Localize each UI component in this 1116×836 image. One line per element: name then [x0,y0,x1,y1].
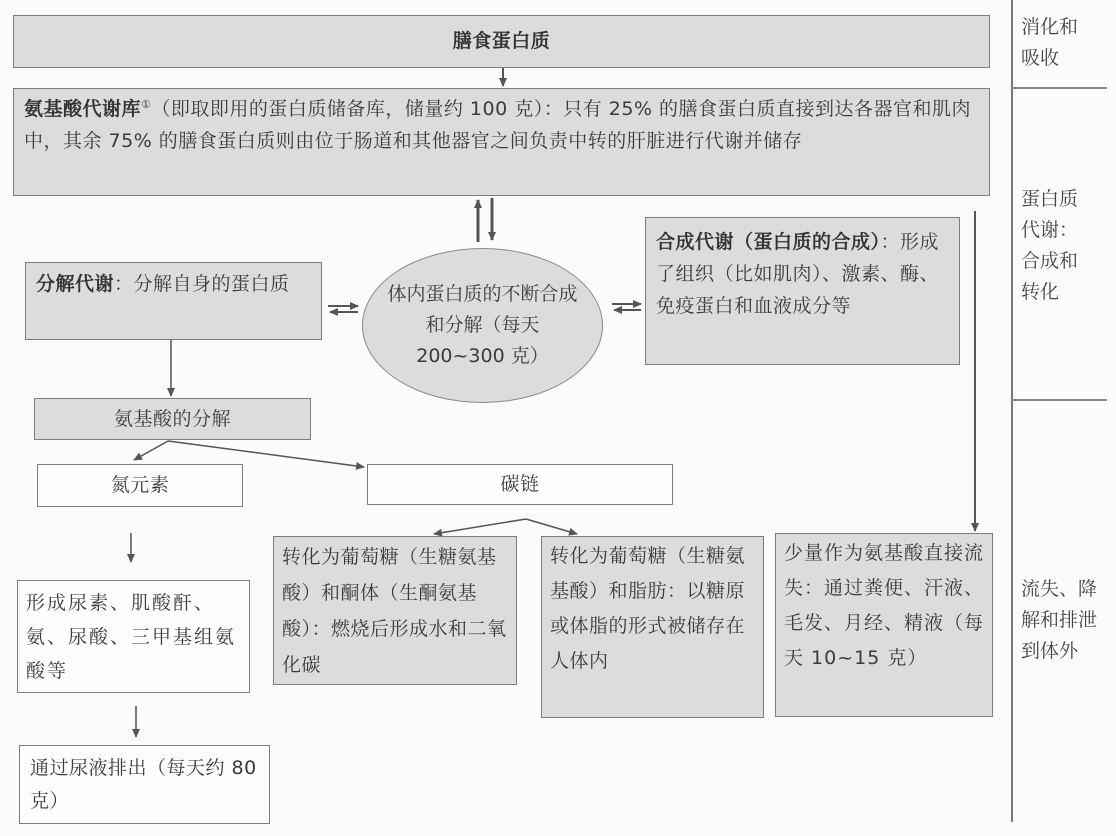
arrow-carbon-to-glucose-ketone [434,519,526,534]
anabolism-box [645,217,960,365]
sidebar-divider-vertical [1011,0,1013,822]
glucose-fat-text: 转化为葡萄糖（生糖氨基酸）和脂肪：以糖原或体脂的形式被储存在人体内 [550,545,746,672]
nitrogen-products-box [17,580,250,693]
anabolism-text: ：形成了组织（比如肌肉）、激素、酶、免疫蛋白和血液成分等 [656,231,940,317]
amino-acid-pool-box [13,88,990,196]
nitrogen-label: 氮元素 [110,474,170,496]
catabolism-text: ：分解自身的蛋白质 [114,273,290,295]
dietary-protein-box [13,15,990,68]
anabolism-title: 合成代谢（蛋白质的合成） [656,231,881,253]
catabolism-title: 分解代谢 [36,273,115,295]
stage-label-digestion: 消化和吸收 [1021,16,1079,69]
arrow-breakdown-to-nitrogen [134,441,168,460]
dietary-protein-label: 膳食蛋白质 [452,30,551,52]
stage-label-metabolism: 蛋白质代谢：合成和转化 [1021,188,1079,303]
amino-acid-breakdown-label: 氨基酸的分解 [113,408,231,430]
protein-turnover-circle [362,248,603,403]
arrow-carbon-to-glucose-fat [526,519,577,534]
amino-acid-pool-title: 氨基酸代谢库 [24,98,142,120]
carbon-chain-label: 碳链 [500,473,540,495]
amino-acid-pool-text: （即取即用的蛋白质储备库，储量约 100 克）：只有 25% 的膳食蛋白质直接到达各器官和肌肉中，其余 75% 的膳食蛋白质则由位于肠道和其他器官之间负责中转的肝脏进行代谢并储存 [24,98,972,152]
catabolism-box [25,262,322,340]
protein-turnover-text: 体内蛋白质的不断合成和分解（每天 200~300 克） [387,283,578,367]
footnote-marker: ① [141,98,152,111]
direct-loss-text: 少量作为氨基酸直接流失：通过粪便、汗液、毛发、月经、精液（每天 10~15 克） [784,542,985,669]
amino-acid-breakdown-box [34,398,311,440]
direct-loss-box [775,533,993,717]
urine-excretion-text: 通过尿液排出（每天约 80 克） [30,757,257,812]
glucose-fat-box [541,536,764,718]
stage-label-excretion: 流失、降解和排泄到体外 [1021,578,1098,662]
carbon-chain-box [367,464,673,505]
glucose-ketone-text: 转化为葡萄糖（生糖氨基酸）和酮体（生酮氨基酸）：燃烧后形成水和二氧化碳 [282,546,507,676]
sidebar-divider-1 [1011,87,1107,89]
glucose-ketone-box [273,536,517,685]
urine-excretion-box [19,745,270,824]
nitrogen-box [37,464,243,507]
sidebar-divider-2 [1011,399,1107,401]
nitrogen-products-text: 形成尿素、肌酸酐、氨、尿酸、三甲基组氨酸等 [26,592,237,682]
